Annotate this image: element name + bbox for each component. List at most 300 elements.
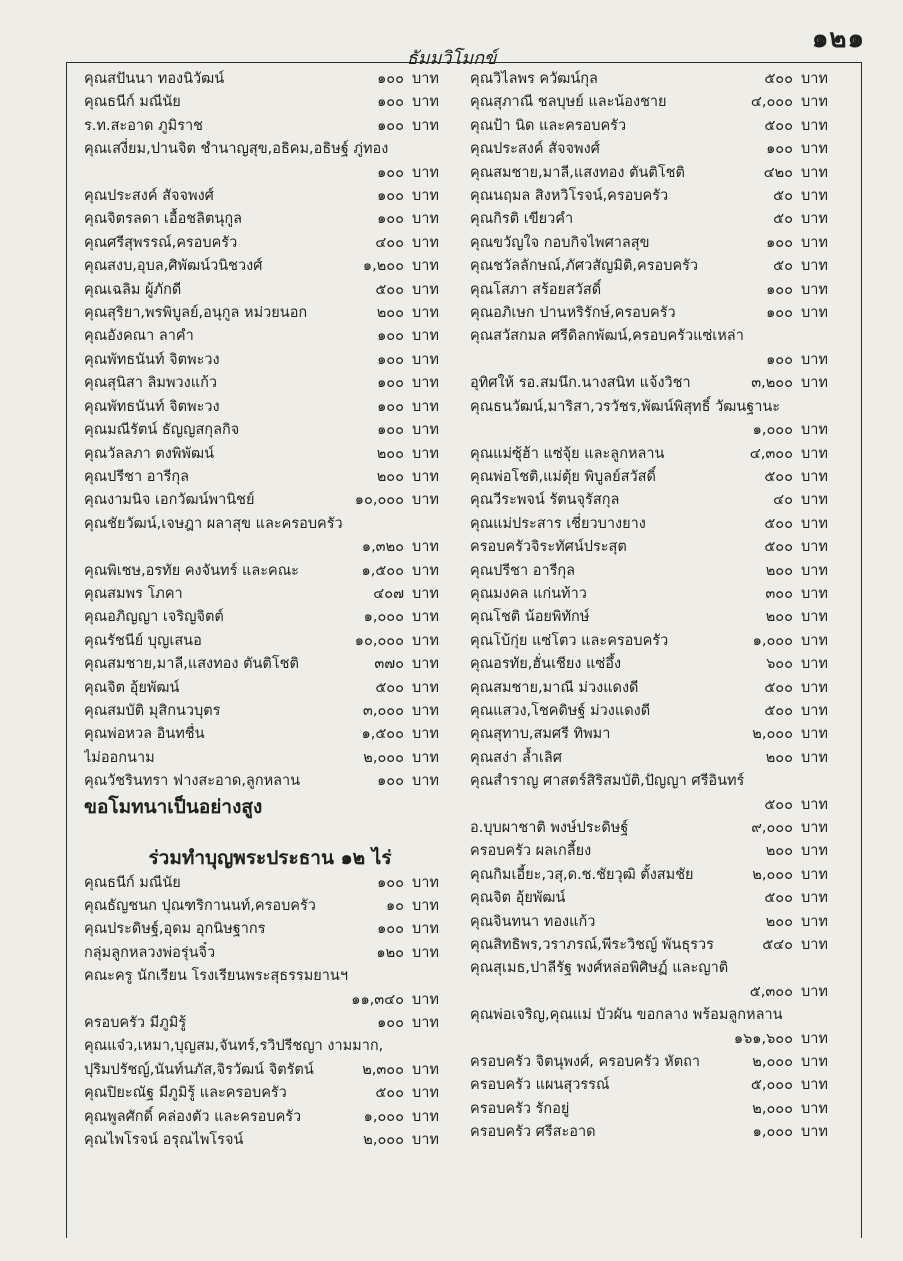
donor-name: ไม่ออกนาม: [84, 749, 155, 766]
amount-cell: [336, 1106, 456, 1129]
donor-name: คุณป้า นิด และครอบครัว: [470, 117, 627, 134]
donor-name: คุณสมพร โภคา: [84, 585, 183, 602]
donor-entry: [470, 1074, 845, 1097]
currency-unit: บาท: [801, 94, 828, 111]
donation-amount: ๑๐๐: [766, 281, 793, 298]
right-multi-1-text: คุณสวัสกมล ศรีดิลกพัฒน์,ครอบครัวแซ่เหล่า: [470, 328, 744, 345]
donor-entry: [84, 279, 456, 302]
donation-amount: ๑๐๐: [377, 211, 404, 228]
page-number: ๑๒๑: [811, 24, 865, 54]
currency-unit: บาท: [801, 656, 828, 673]
donor-entry: [84, 1106, 456, 1129]
currency-unit: บาท: [412, 609, 439, 626]
donor-name: คุณจิต อุ้ยพัฒน์: [470, 890, 566, 907]
donor-name: อ.บุบผาชาติ พงษ์ประดิษฐ์: [470, 820, 629, 836]
currency-unit: บาท: [801, 866, 828, 883]
donation-amount: ๑๐,๐๐๐: [354, 492, 404, 509]
donor-entry: [470, 466, 845, 489]
donation-amount: ๑๐๐: [766, 351, 793, 368]
currency-unit: บาท: [412, 188, 439, 205]
right-entries-1: [470, 68, 845, 325]
donation-amount: ๒,๐๐๐: [752, 726, 793, 743]
left-multi-3-text: คณะครู นักเรียน โรงเรียนพระสุธรรมยานฯ: [84, 968, 348, 985]
amount-cell: [725, 115, 845, 138]
donor-name: คุณพ่อหวล อินทชื่น: [84, 726, 205, 743]
donor-name: คุณอภิเษก ปานหริรักษ์,ครอบครัว: [470, 305, 676, 322]
donation-amount: ๕,๓๐๐: [749, 983, 793, 1000]
currency-unit: บาท: [412, 1085, 439, 1102]
donor-entry: [84, 232, 456, 255]
donor-entry: [470, 934, 845, 957]
amount-cell: [725, 372, 845, 395]
donor-name: คุณไพโรจน์ อรุณไพโรจน์: [84, 1132, 244, 1149]
donation-amount: ๓๐๐: [765, 585, 793, 602]
donor-entry: [470, 443, 845, 466]
donor-entry: [84, 1082, 456, 1105]
donor-name: คุณแม่ซุ้ฮ้า แซ่จุ้ย และลูกหลาน: [470, 445, 665, 462]
amount-cell: [725, 1051, 845, 1074]
donation-amount: ๑๐๐: [377, 351, 404, 368]
left-entries-5: [84, 1012, 456, 1035]
currency-unit: บาท: [801, 1030, 828, 1047]
donation-amount: ๑๐๐: [766, 305, 793, 322]
donor-entry: [84, 255, 456, 278]
currency-unit: บาท: [801, 351, 828, 368]
currency-unit: บาท: [412, 468, 439, 485]
donation-amount: ๑๐: [385, 898, 404, 914]
donor-name: คุณโสภา สร้อยสวัสดิ์: [470, 281, 602, 298]
donation-amount: ๑๑,๓๔๐: [351, 991, 404, 1008]
donation-amount: ๒๐๐: [765, 562, 793, 579]
donor-entry: [84, 115, 456, 138]
currency-unit: บาท: [412, 702, 439, 719]
amount-cell: [336, 560, 456, 583]
donor-entry: [84, 325, 456, 348]
amount-cell: [725, 443, 845, 466]
donor-name: คุณอภิญญา เจริญจิตต์: [84, 609, 224, 626]
currency-unit: บาท: [412, 656, 439, 673]
donor-entry: [84, 419, 456, 442]
donation-amount: ๒,๐๐๐: [752, 866, 793, 883]
amount-cell: [336, 1129, 456, 1152]
currency-unit: บาท: [412, 398, 439, 415]
donor-name: อุทิศให้ รอ.สมนึก.นางสนิท แจ้งวิชา: [470, 375, 691, 392]
donation-amount: ๒๐๐: [765, 913, 793, 930]
donor-name: คุณจินทนา ทองแก้ว: [470, 913, 596, 930]
donor-entry: [470, 630, 845, 653]
currency-unit: บาท: [801, 585, 828, 602]
amount-cell: [725, 232, 845, 255]
currency-unit: บาท: [801, 258, 828, 275]
donation-amount: ๕๐๐: [764, 71, 793, 87]
donor-name: คุณสมบัติ มุสิกนวบุตร: [84, 702, 221, 719]
currency-unit: บาท: [801, 679, 828, 696]
donor-name: คุณปรีชา อารีกุล: [84, 468, 190, 485]
donation-amount: ๓,๐๐๐: [362, 702, 404, 719]
donation-amount: ๒,๐๐๐: [363, 1132, 404, 1149]
donor-name: คุณศรีสุพรรณ์,ครอบครัว: [84, 234, 238, 251]
amount-cell: [336, 677, 456, 700]
donor-name: คุณสุริยา,พรพิบูลย์,อนุกูล หม่วยนอก: [84, 305, 308, 322]
donation-amount: ๙,๐๐๐: [751, 820, 793, 836]
currency-unit: บาท: [412, 422, 439, 439]
donor-entry: [84, 677, 456, 700]
currency-unit: บาท: [801, 422, 828, 439]
donation-amount: ๕๐๐: [375, 281, 404, 298]
donor-entry: [84, 747, 456, 770]
currency-unit: บาท: [801, 164, 828, 181]
donor-entry: [470, 653, 845, 676]
donation-amount: ๑๐๐: [377, 375, 404, 392]
left-entries-4: [84, 872, 456, 966]
donor-entry: [470, 817, 845, 840]
donor-entry: [84, 918, 456, 941]
currency-unit: บาท: [801, 468, 828, 485]
currency-unit: บาท: [412, 1132, 439, 1149]
currency-unit: บาท: [412, 234, 439, 251]
currency-unit: บาท: [801, 141, 828, 158]
donation-amount: ๑๐๐: [377, 398, 404, 415]
donor-entry: [470, 185, 845, 208]
amount-cell: [336, 723, 456, 746]
currency-unit: บาท: [801, 445, 828, 462]
currency-unit: บาท: [801, 937, 828, 954]
amount-cell: [336, 895, 456, 918]
donor-name: ครอบครัว แผนสุวรรณ์: [470, 1077, 610, 1094]
currency-unit: บาท: [801, 983, 828, 1000]
amount-cell: [725, 1098, 845, 1121]
currency-unit: บาท: [412, 585, 439, 602]
section-heading: ร่วมทำบุญพระประธาน ๑๒ ไร่: [148, 846, 392, 869]
donation-amount: ๑๐๐: [377, 117, 404, 134]
donation-amount: ๑๐๐: [377, 94, 404, 111]
currency-unit: บาท: [801, 211, 828, 228]
currency-unit: บาท: [801, 1124, 828, 1141]
donor-entry: [470, 606, 845, 629]
currency-unit: บาท: [801, 492, 828, 509]
currency-unit: บาท: [801, 796, 828, 813]
amount-cell: [336, 396, 456, 419]
right-column: [470, 68, 845, 1145]
donation-amount: ๒๐๐: [376, 445, 404, 462]
donor-name: คุณปิยะณัฐ มีภูมิรู้ และครอบครัว: [84, 1085, 287, 1102]
donor-entry: [470, 302, 845, 325]
donation-amount: ๑,๐๐๐: [752, 1124, 793, 1141]
donor-name: ครอบครัว รักอยู่: [470, 1100, 570, 1117]
donor-entry: [84, 700, 456, 723]
donation-amount: ๕๐๐: [764, 468, 793, 485]
donation-amount: ๕๐๐: [375, 679, 404, 696]
donation-amount: ๕๐๐: [764, 515, 793, 532]
amount-cell: [725, 513, 845, 536]
donor-name: คุณนฤมล สิงหวิโรจน์,ครอบครัว: [470, 188, 669, 205]
donation-amount: ๕๐๐: [764, 796, 793, 813]
currency-unit: บาท: [801, 820, 828, 836]
currency-unit: บาท: [412, 749, 439, 766]
donor-name: คุณวัชรินทรา ฟางสะอาด,ลูกหลาน: [84, 773, 301, 790]
amount-cell: [725, 677, 845, 700]
donor-name: คุณรัชนีย์ บุญเสนอ: [84, 632, 202, 649]
donation-amount: ๑,๐๐๐: [752, 422, 793, 439]
donor-entry: [470, 279, 845, 302]
donation-amount: ๒๐๐: [765, 609, 793, 626]
donor-name: ครอบครัว ผลเกลี้ยง: [470, 843, 592, 860]
amount-cell: [725, 489, 845, 512]
currency-unit: บาท: [412, 117, 439, 134]
currency-unit: บาท: [412, 991, 439, 1008]
donor-entry: [84, 208, 456, 231]
currency-unit: บาท: [412, 211, 439, 228]
amount-cell: [336, 115, 456, 138]
donor-name: คุณพิเชษ,อรทัย คงจันทร์ และคณะ: [84, 562, 299, 579]
donor-entry: [84, 1129, 456, 1152]
right-multi-5-amount-row: [470, 1028, 845, 1051]
donor-entry: [84, 630, 456, 653]
currency-unit: บาท: [412, 328, 439, 345]
donor-name: คุณวีระพจน์ รัตนจุรัสกุล: [470, 492, 620, 509]
currency-unit: บาท: [412, 679, 439, 696]
donor-name: คุณสงบ,อุบล,ศิพัฒน์วนิชวงศ์: [84, 258, 263, 275]
left-entries-2: [84, 185, 456, 513]
currency-unit: บาท: [801, 1054, 828, 1071]
donation-amount: ๒๐๐: [765, 749, 793, 766]
donor-entry: [470, 911, 845, 934]
donor-entry: [84, 302, 456, 325]
currency-unit: บาท: [412, 445, 439, 462]
amount-cell: [725, 840, 845, 863]
amount-cell: [725, 911, 845, 934]
amount-cell: [725, 606, 845, 629]
donation-amount: ๑๐๐: [377, 422, 404, 439]
donor-entry: [84, 466, 456, 489]
amount-cell: [725, 185, 845, 208]
donation-amount: ๔,๐๐๐: [750, 94, 793, 111]
donor-entry: [84, 942, 456, 965]
donor-name: คุณแม่ประสาร เชี่ยวบางยาง: [470, 515, 646, 532]
donor-name: คุณประดิษฐ์,อุดม อุกนิษฐากร: [84, 921, 266, 938]
currency-unit: บาท: [412, 1015, 439, 1032]
donor-entry: [470, 536, 845, 559]
currency-unit: บาท: [412, 921, 439, 938]
amount-cell: [336, 232, 456, 255]
amount-cell: [336, 443, 456, 466]
donor-name: คุณสง่า ล้ำเลิศ: [470, 749, 562, 766]
amount-cell: [336, 91, 456, 114]
amount-cell: [336, 279, 456, 302]
donation-amount: ๔๐๗: [373, 585, 404, 602]
amount-cell: [336, 419, 456, 442]
amount-cell: [725, 747, 845, 770]
donor-name: คุณกิรติ เขียวคำ: [470, 211, 574, 228]
donor-entry: [470, 840, 845, 863]
donor-entry: [470, 1051, 845, 1074]
currency-unit: บาท: [801, 749, 828, 766]
donor-name: คุณประสงค์ สัจจพงศ์: [470, 141, 600, 158]
donor-entry: [84, 372, 456, 395]
right-multi-4-amount-row: [470, 981, 845, 1004]
donor-name: คุณมณีรัตน์ ธัญญสกุลกิจ: [84, 422, 240, 439]
donor-entry: [470, 208, 845, 231]
donation-amount: ๒,๐๐๐: [363, 749, 404, 766]
currency-unit: บาท: [412, 1108, 439, 1125]
donation-amount: ๒,๐๐๐: [752, 1100, 793, 1117]
currency-unit: บาท: [801, 281, 828, 298]
amount-cell: [336, 372, 456, 395]
amount-cell: [725, 1121, 845, 1144]
donor-entry: [84, 723, 456, 746]
donation-amount: ๑๐๐: [377, 328, 404, 345]
right-multi-3-amount-row: [470, 794, 845, 817]
amount-cell: [336, 872, 456, 895]
currency-unit: บาท: [412, 258, 439, 275]
donor-entry: [470, 700, 845, 723]
donation-amount: ๕๐๐: [764, 539, 793, 556]
currency-unit: บาท: [801, 188, 828, 205]
currency-unit: บาท: [801, 117, 828, 134]
currency-unit: บาท: [412, 726, 439, 743]
amount-cell: [725, 466, 845, 489]
donation-amount: ๔๒๐: [763, 164, 793, 181]
amount-cell: [725, 560, 845, 583]
amount-cell: [336, 489, 456, 512]
amount-cell: [725, 864, 845, 887]
donor-entry: [84, 443, 456, 466]
amount-cell: [336, 1082, 456, 1105]
donation-amount: ๖๐๐: [766, 656, 793, 673]
donation-amount: ๕๐: [773, 211, 793, 228]
donor-name: กลุ่มลูกหลวงพ่อรุ่นจิ๋ว: [84, 944, 216, 961]
currency-unit: บาท: [412, 351, 439, 368]
amount-cell: [336, 942, 456, 965]
currency-unit: บาท: [412, 71, 439, 87]
donation-amount: ๔๐๐: [375, 234, 404, 251]
donor-entry: [470, 115, 845, 138]
donation-amount: ๑,๓๒๐: [361, 539, 404, 556]
donor-name: คุณชวัลลักษณ์,ภัศวสัญมิติ,ครอบครัว: [470, 258, 699, 275]
donor-entry: [84, 653, 456, 676]
donor-entry: [470, 91, 845, 114]
currency-unit: บาท: [801, 234, 828, 251]
currency-unit: บาท: [412, 773, 439, 790]
donation-amount: ๑๐๐: [377, 921, 404, 938]
donor-name: คุณธนีก์ มณีนัย: [84, 874, 181, 891]
currency-unit: บาท: [412, 305, 439, 322]
donor-name: คุณพูลศักดิ์ คล่องตัว และครอบครัว: [84, 1108, 302, 1125]
currency-unit: บาท: [801, 1100, 828, 1117]
left-multi-2-text: คุณชัยวัฒน์,เจษฎา ผลาสุข และครอบครัว: [84, 515, 343, 532]
donation-amount: ๑,๐๐๐: [363, 609, 404, 626]
left-column: [84, 68, 456, 1152]
donor-entry: [470, 583, 845, 606]
donor-name: คุณจิตรลดา เอื้อชลิตนุกูล: [84, 211, 242, 228]
donation-amount: ๕๐๐: [764, 702, 793, 719]
amount-cell: [336, 583, 456, 606]
donor-entry: [84, 91, 456, 114]
currency-unit: บาท: [412, 164, 439, 181]
donor-entry: [84, 606, 456, 629]
amount-cell: [725, 583, 845, 606]
currency-unit: บาท: [801, 515, 828, 532]
donor-entry: [470, 68, 845, 91]
currency-unit: บาท: [412, 944, 439, 961]
amount-cell: [336, 918, 456, 941]
donor-name: คุณธนีก์ มณีนัย: [84, 94, 181, 111]
amount-cell: [336, 208, 456, 231]
left-multi-4-line1: คุณแจ๋ว,เหมา,บุญสม,จันทร์,รวิปรีชญา งามมาก,: [84, 1038, 384, 1055]
donor-name: ปุริมปรัชญ์,นันท์นภัส,จิรวัฒน์ จิตรัตน์: [84, 1061, 314, 1078]
donor-entry: [470, 723, 845, 746]
donor-name: คุณวัลลภา ตงพิพัฒน์: [84, 445, 214, 462]
left-multi-3-amount-row: [84, 989, 456, 1012]
currency-unit: บาท: [801, 71, 828, 87]
amount-cell: [336, 1012, 456, 1035]
amount-cell: [725, 162, 845, 185]
amount-cell: [336, 630, 456, 653]
amount-cell: [336, 770, 456, 793]
right-entries-2: [470, 372, 845, 395]
donor-entry: [84, 583, 456, 606]
amount-cell: [725, 817, 845, 840]
donation-amount: ๑๐๐: [377, 71, 404, 87]
amount-cell: [725, 1074, 845, 1097]
donation-amount: ๕๐๐: [764, 117, 793, 134]
amount-cell: [725, 630, 845, 653]
donor-entry: [84, 1012, 456, 1035]
donor-entry: [84, 396, 456, 419]
donor-entry: [470, 1098, 845, 1121]
amount-cell: [336, 68, 456, 91]
donation-amount: ๒๐๐: [376, 468, 404, 485]
donor-name: คุณสุภาณี ชลบุษย์ และน้องชาย: [470, 94, 667, 111]
donation-amount: ๑๐๐: [377, 188, 404, 205]
currency-unit: บาท: [412, 539, 439, 556]
currency-unit: บาท: [412, 375, 439, 392]
currency-unit: บาท: [801, 562, 828, 579]
thanks-heading: ขอโมทนาเป็นอย่างสูง: [84, 795, 263, 818]
amount-cell: [725, 723, 845, 746]
donor-name: ครอบครัว มีภูมิรู้: [84, 1015, 187, 1032]
amount-cell: [336, 606, 456, 629]
currency-unit: บาท: [801, 890, 828, 907]
donor-entry: [84, 349, 456, 372]
donor-entry: [470, 677, 845, 700]
currency-unit: บาท: [412, 94, 439, 111]
amount-cell: [725, 653, 845, 676]
donation-amount: ๕๐: [773, 188, 793, 205]
donor-name: คุณแสวง,โชคดิษฐ์ ม่วงแดงดี: [470, 702, 651, 719]
donor-name: คุณเฉลิม ผู้ภักดี: [84, 281, 182, 298]
currency-unit: บาท: [801, 913, 828, 930]
amount-cell: [336, 1059, 456, 1082]
currency-unit: บาท: [801, 609, 828, 626]
donor-entry: [84, 185, 456, 208]
donation-amount: ๓,๒๐๐: [751, 375, 793, 392]
donor-name: คุณพ่อโชติ,แม่ตุ้ย พิบูลย์สวัสดิ์: [470, 468, 656, 485]
donor-entry: [84, 489, 456, 512]
currency-unit: บาท: [412, 898, 439, 914]
right-entries-3: [470, 443, 845, 771]
right-multi-4-text: คุณสุเมธ,ปาลีรัฐ พงศ์หล่อพิศิษฏ์ และญาติ: [470, 960, 729, 977]
donor-name: ร.ท.สะอาด ภูมิราช: [84, 117, 203, 134]
right-multi-5-text: คุณพ่อเจริญ,คุณแม่ บัวผัน ขอกลาง พร้อมลูกหลาน: [470, 1007, 783, 1024]
donor-name: ครอบครัว จิตนุพงศ์, ครอบครัว หัตถา: [470, 1054, 701, 1071]
donation-amount: ๑๐๐: [377, 773, 404, 790]
donation-amount: ๒๐๐: [376, 305, 404, 322]
donation-amount: ๑,๐๐๐: [363, 1108, 404, 1125]
donor-name: คุณพัทธนันท์ จิตพะวง: [84, 398, 220, 415]
donor-entry: [470, 138, 845, 161]
amount-cell: [336, 349, 456, 372]
